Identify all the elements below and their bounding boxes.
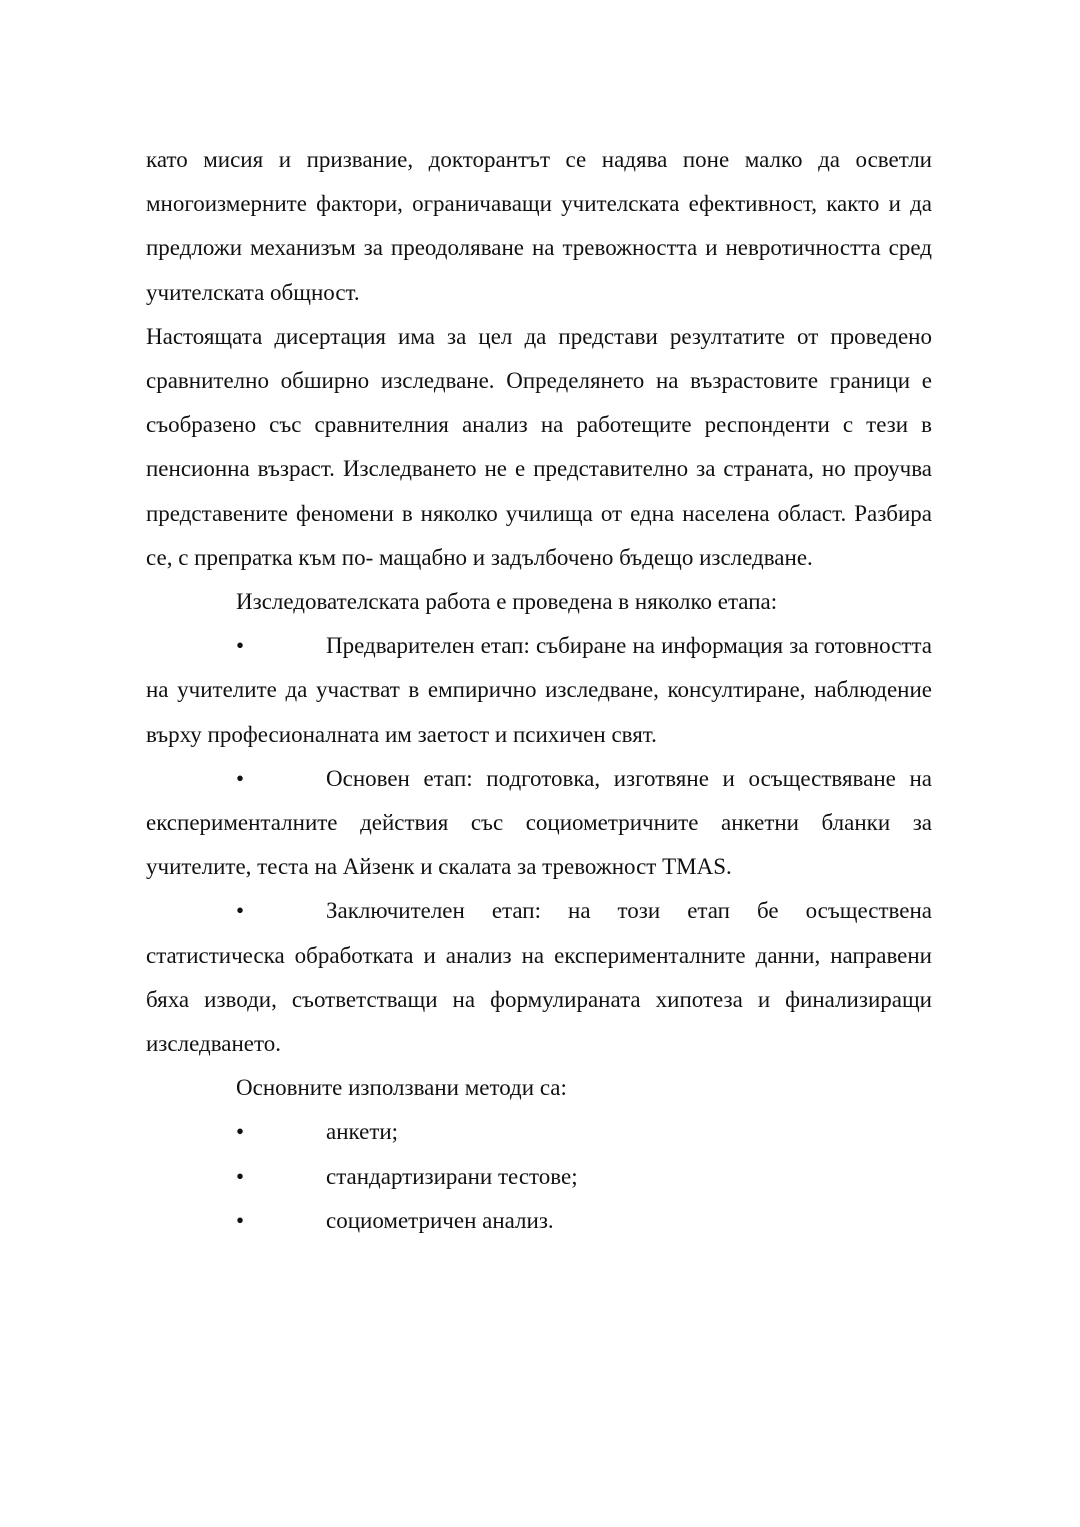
- bullet-icon: •: [236, 898, 245, 924]
- method-item-tests: [146, 1155, 932, 1199]
- dissertation-goal-paragraph: Настоящата дисертация има за цел да представи резултатите от проведено сравнително обширно изследване. Определянето на възрастовите граници е съобразено със сравнителния анализ на работещите респонденти с тези в пенсионна възраст. Изследването не е представително за страната, но проучва представените феномени в няколко училища от една населена област. Разбира се, с препратка към по- мащабно и задълбочено бъдещо изследване.: [146, 323, 932, 570]
- intro-paragraph: като мисия и призвание, докторантът се надява поне малко да осветли многоизмерните фактори, ограничаващи учителската ефективност, както и да предложи механизъм за преодоляване на тревожността и невротичността сред учителската общност.: [146, 147, 932, 305]
- methods-intro: Основните използвани методи са:: [236, 1075, 567, 1101]
- method-text: социометричен анализ.: [326, 1207, 554, 1233]
- method-item-surveys: [146, 1110, 932, 1154]
- stage-item-main: [146, 757, 932, 890]
- bullet-icon: •: [236, 633, 245, 659]
- stages-list: [146, 624, 932, 1066]
- stages-intro: Изследователската работа е проведена в няколко етапа:: [236, 589, 778, 615]
- stage-text: Основен етап: подготовка, изготвяне и осъществяване на експерименталните действия със социометричните анкетни бланки за учителите, теста на Айзенк и скалата за тревожност TMAS.: [146, 765, 932, 880]
- document-page: [146, 138, 932, 1243]
- stage-text: Предварителен етап: събиране на информация за готовността на учителите да участват в емпирично изследване, консултиране, наблюдение върху професионалната им заетост и психичен свят.: [146, 633, 932, 747]
- bullet-icon: •: [236, 765, 245, 791]
- stage-item-preliminary: [146, 624, 932, 757]
- stage-item-final: [146, 889, 932, 1066]
- method-item-sociometric: [146, 1199, 932, 1243]
- bullet-icon: •: [236, 1207, 245, 1233]
- stage-text: Заключителен етап: на този етап бе осъществена статистическа обработката и анализ на експерименталните данни, направени бяха изводи, съответстващи на формулираната хипотеза и финализиращи изследването.: [146, 898, 932, 1057]
- bullet-icon: •: [236, 1163, 245, 1189]
- bullet-icon: •: [236, 1119, 245, 1145]
- method-text: анкети;: [326, 1119, 399, 1145]
- method-text: стандартизирани тестове;: [326, 1163, 578, 1189]
- methods-list: [146, 1110, 932, 1243]
